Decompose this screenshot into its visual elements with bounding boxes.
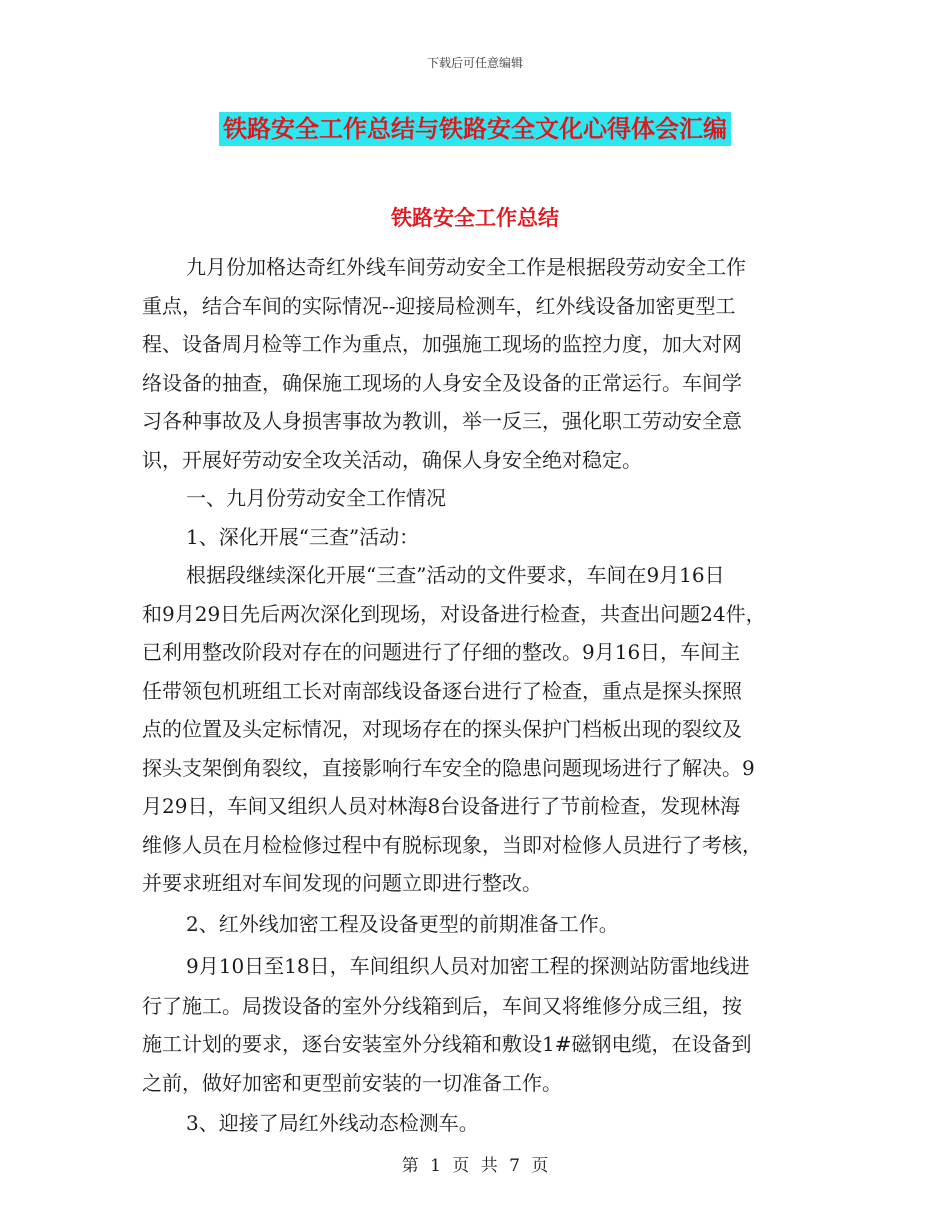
body-text <box>142 248 822 1144</box>
paragraph-line: 探头支架倒角裂纹，直接影响行车安全的隐患问题现场进行了解决。9 <box>142 755 755 780</box>
paragraph-line: 行了施工。局拨设备的室外分线箱到后，车间又将维修分成三组，按 <box>142 993 742 1018</box>
header-note: 下载后可任意编辑 <box>426 56 523 70</box>
paragraph-line: 九月份加格达奇红外线车间劳动安全工作是根据段劳动安全工作 <box>186 255 746 279</box>
paragraph-line: 并要求班组对车间发现的问题立即进行整改。 <box>142 871 542 895</box>
subheading: 3、迎接了局红外线动态检测车。 <box>186 1111 479 1135</box>
paragraph-line: 重点，结合车间的实际情况--迎接局检测车，红外线设备加密更型工 <box>142 293 736 318</box>
paragraph-line: 习各种事故及人身损害事故为教训，举一反三，强化职工劳动安全意 <box>142 409 742 433</box>
paragraph-line: 月29日，车间又组织人员对林海8台设备进行了节前检查，发现林海 <box>142 794 741 818</box>
subheading: 1、深化开展“三查”活动： <box>186 524 420 549</box>
paragraph-line: 9月10日至18日，车间组织人员对加密工程的探测站防雷地线进 <box>186 953 750 978</box>
subheading: 一、九月份劳动安全工作情况 <box>186 486 446 510</box>
paragraph-line: 程、设备周月检等工作为重点，加强施工现场的监控力度，加大对网 <box>142 332 742 356</box>
paragraph-line: 已利用整改阶段对存在的问题进行了仔细的整改。9月16日，车间主 <box>142 640 741 664</box>
paragraph-line: 维修人员在月检检修过程中有脱标现象，当即对检修人员进行了考核， <box>142 832 762 857</box>
main-title: 铁路安全工作总结与铁路安全文化心得体会汇编 <box>219 112 731 146</box>
paragraph-line: 任带领包机班组工长对南部线设备逐台进行了检查，重点是探头探照 <box>142 678 742 703</box>
paragraph-line: 施工计划的要求，逐台安装室外分线箱和敷设1#磁钢电缆，在设备到 <box>142 1032 752 1056</box>
page-footer: 第 1 页 共 7 页 <box>401 1156 549 1176</box>
subheading: 2、红外线加密工程及设备更型的前期准备工作。 <box>186 911 619 936</box>
paragraph-line: 识，开展好劳动安全攻关活动，确保人身安全绝对稳定。 <box>142 447 642 472</box>
section-title: 铁路安全工作总结 <box>391 206 559 230</box>
paragraph-line: 络设备的抽查，确保施工现场的人身安全及设备的正常运行。车间学 <box>142 370 742 395</box>
main-title-wrap <box>0 112 950 146</box>
paragraph-line: 之前，做好加密和更型前安装的一切准备工作。 <box>142 1070 562 1095</box>
paragraph-line: 和9月29日先后两次深化到现场，对设备进行检查，共查出问题24件， <box>142 601 766 626</box>
paragraph-line: 点的位置及头定标情况，对现场存在的探头保护门档板出现的裂纹及 <box>142 717 742 741</box>
paragraph-line: 根据段继续深化开展“三查”活动的文件要求，车间在9月16日 <box>186 563 725 587</box>
